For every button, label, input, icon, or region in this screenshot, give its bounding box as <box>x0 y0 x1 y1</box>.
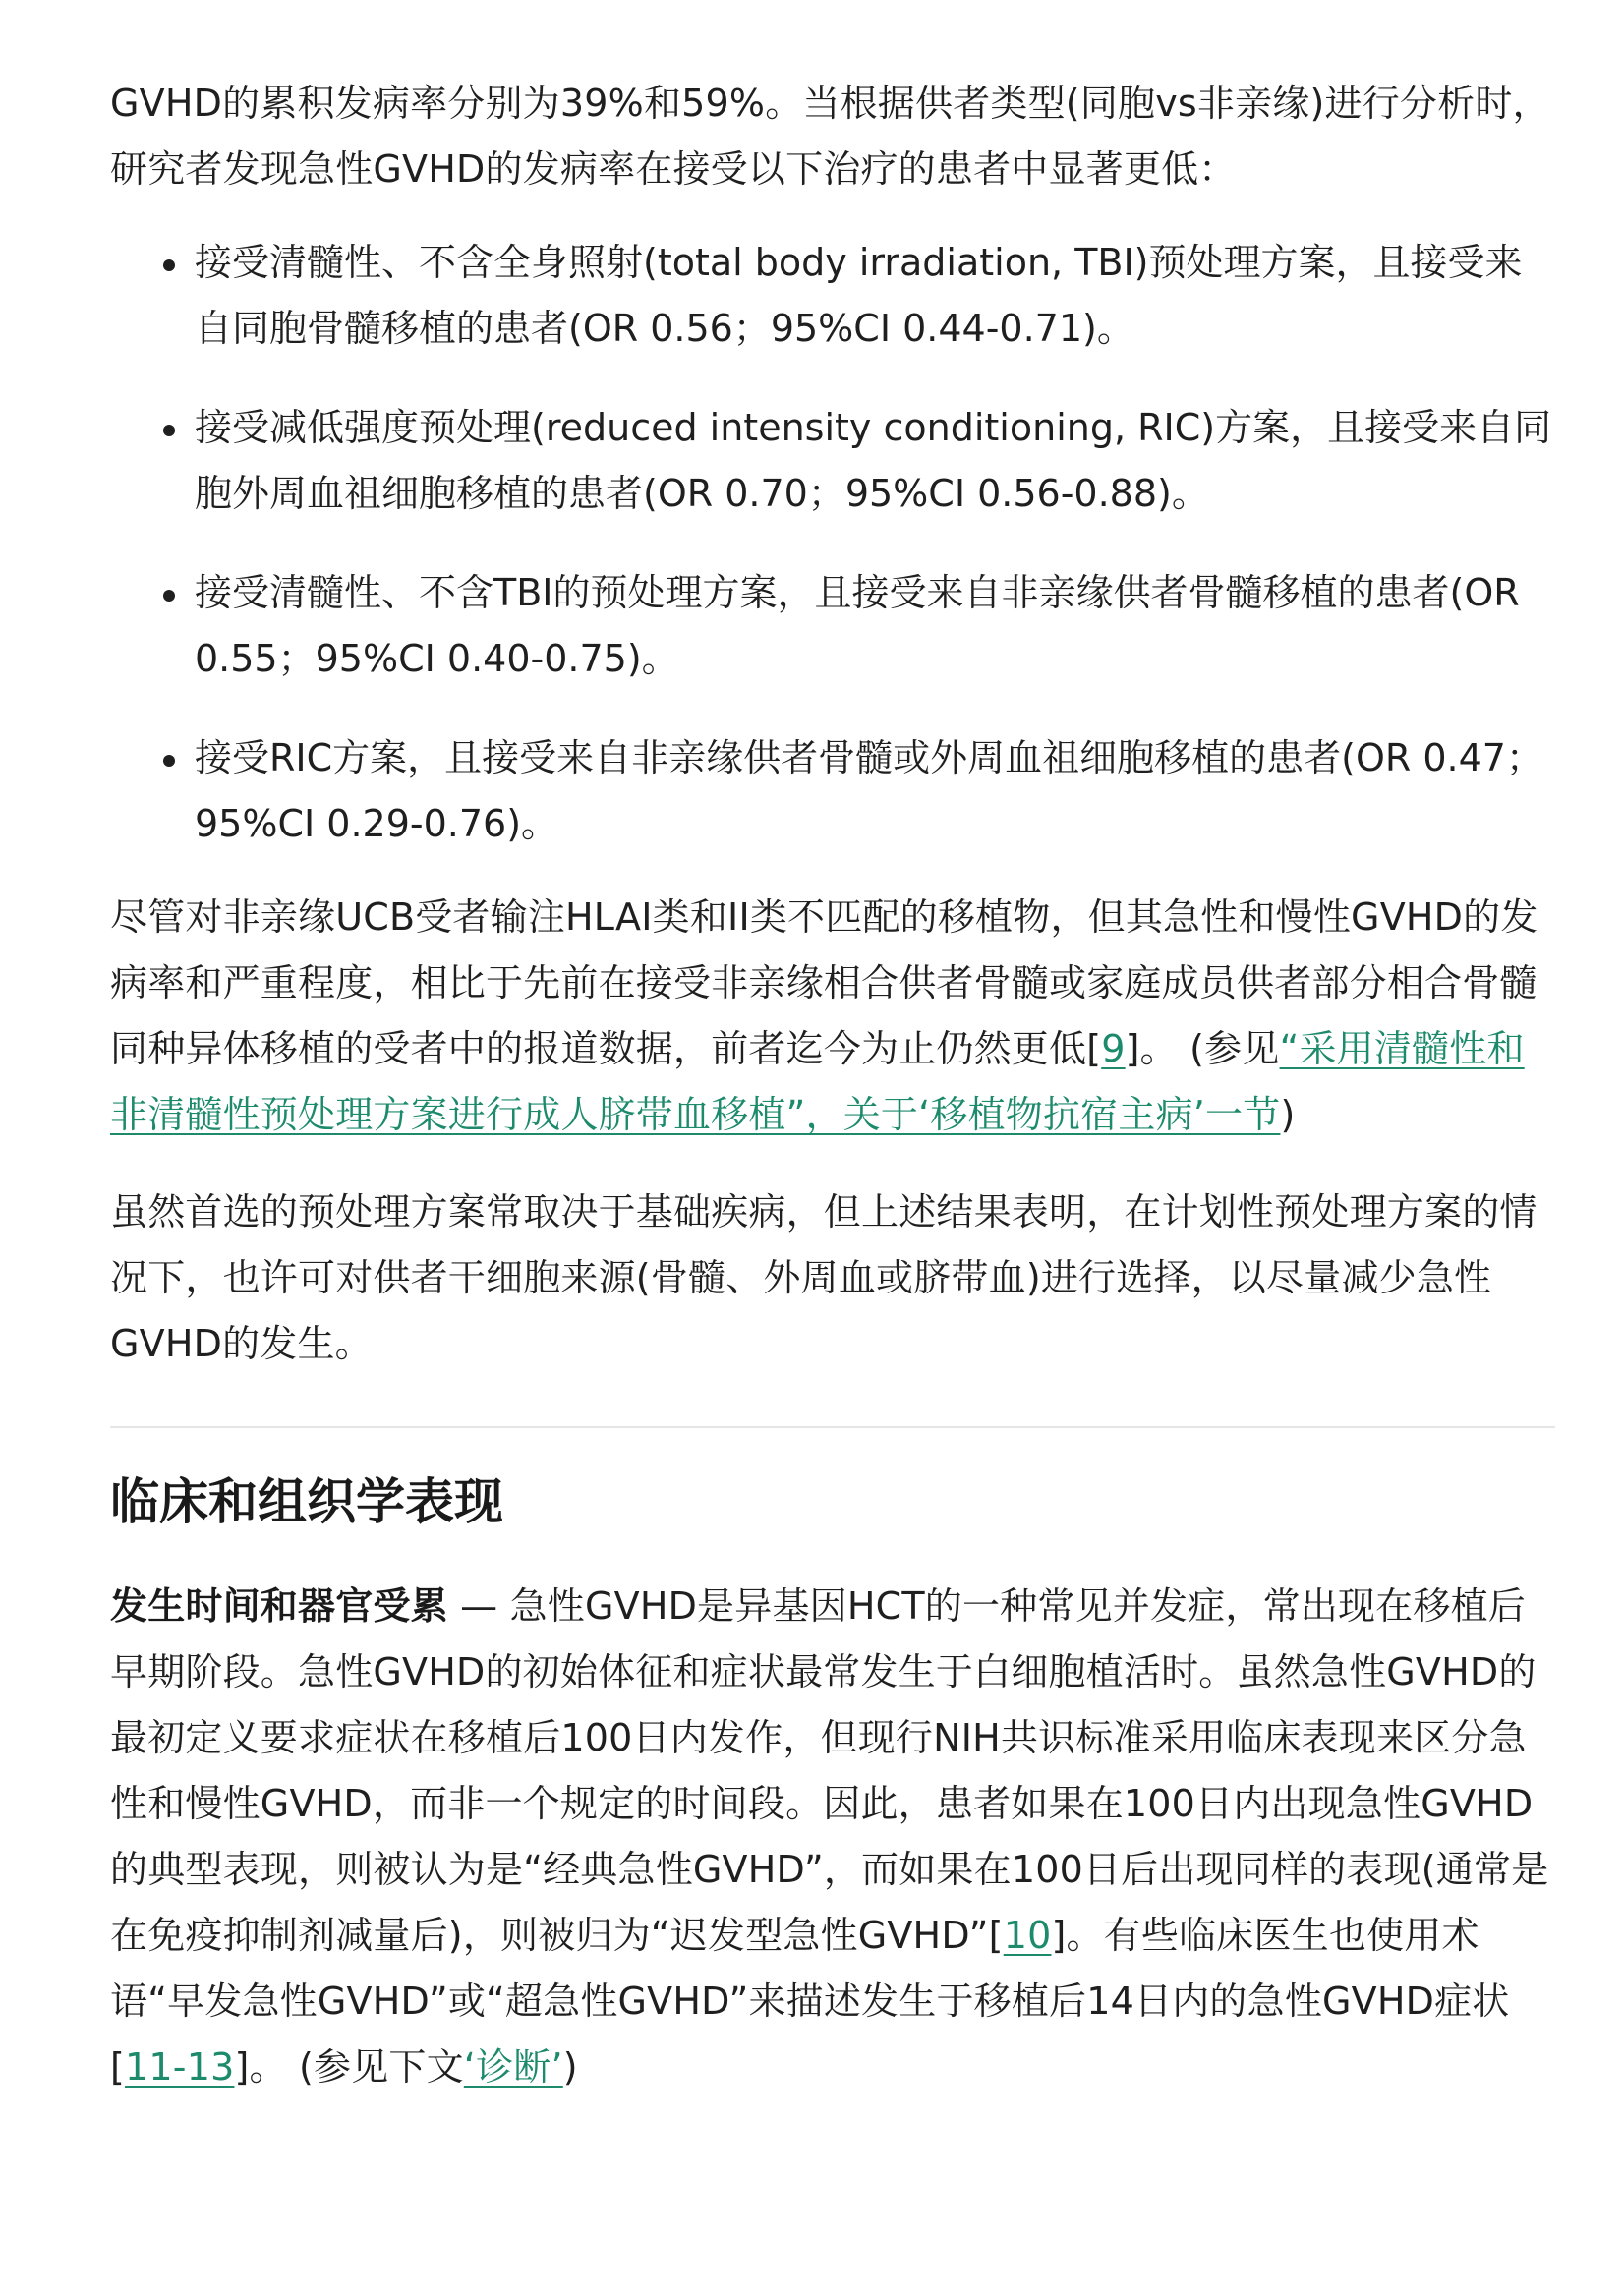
list-item <box>110 230 1555 362</box>
conditioning-paragraph: 虽然首选的预处理方案常取决于基础疾病，但上述结果表明，在计划性预处理方案的情况下，也许可对供者干细胞来源(骨髓、外周血或脐带血)进行选择，以尽量减少急性GVHD的发生。 <box>110 1190 1537 1365</box>
diagnosis-link[interactable]: ‘诊断’ <box>463 2045 563 2089</box>
list-item <box>110 395 1555 527</box>
reference-link-10[interactable]: 10 <box>1003 1914 1052 1957</box>
list-item <box>110 725 1555 857</box>
reference-link-11-13[interactable]: 11-13 <box>125 2045 235 2089</box>
section-divider <box>110 1426 1555 1428</box>
bullet-icon <box>163 425 175 436</box>
paragraph-text: 急性GVHD是异基因HCT的一种常见并发症，常出现在移植后早期阶段。急性GVHD的初始体征和症状最常发生于白细胞植活时。虽然急性GVHD的最初定义要求症状在移植后100日内发作，但现行NIH共识标准采用临床表现来区分急性和慢性GVHD，而非一个规定的时间段。因此，患者如果在100日内出现急性GVHD的典型表现，则被认为是“经典急性GVHD”，而如果在100日后出现同样的表现(通常是在免疫抑制剂减量后)，则被归为“迟发型急性GVHD”[ <box>110 1584 1549 1957</box>
section-heading: 临床和组织学表现 <box>110 1473 503 1530</box>
bullet-icon <box>163 755 175 767</box>
intro-paragraph: GVHD的累积发病率分别为39%和59%。当根据供者类型(同胞vs非亲缘)进行分析时，研究者发现急性GVHD的发病率在接受以下治疗的患者中显著更低： <box>110 82 1550 191</box>
paragraph-text: ]。 (参见 <box>1125 1027 1280 1070</box>
list-item-text: 接受清髓性、不含全身照射(total body irradiation, TBI)预处理方案，且接受来自同胞骨髓移植的患者(OR 0.56；95%CI 0.44-0.71)。 <box>195 241 1523 350</box>
paragraph-text: ) <box>562 2045 578 2089</box>
em-dash: — <box>447 1584 510 1628</box>
cross-reference-link[interactable]: “采用清髓性和非清髓性预处理方案进行成人脐带血移植”，关于‘移植物抗宿主病’一节 <box>110 1027 1525 1136</box>
article-body <box>110 71 1555 2100</box>
paragraph-text: ) <box>1280 1093 1296 1136</box>
bullet-icon <box>163 259 175 271</box>
paragraph-text: ]。 (参见下文 <box>234 2045 464 2089</box>
paragraph-text: ]。有些临床医生也使用术语“早发急性GVHD”或“超急性GVHD”来描述发生于移植后14日内的急性GVHD症状[ <box>110 1914 1510 2089</box>
reference-link-9[interactable]: 9 <box>1101 1027 1126 1070</box>
list-item-text: 接受清髓性、不含TBI的预处理方案，且接受来自非亲缘供者骨髓移植的患者(OR 0.55；95%CI 0.40-0.75)。 <box>195 571 1520 680</box>
ucb-paragraph <box>110 885 1555 1148</box>
list-item <box>110 560 1555 692</box>
paragraph-text: 尽管对非亲缘UCB受者输注HLAI类和II类不匹配的移植物，但其急性和慢性GVHD的发病率和严重程度，相比于先前在接受非亲缘相合供者骨髓或家庭成员供者部分相合骨髓同种异体移植的受者中的报道数据，前者迄今为止仍然更低[ <box>110 895 1538 1070</box>
results-list <box>110 230 1555 857</box>
list-item-text: 接受RIC方案，且接受来自非亲缘供者骨髓或外周血祖细胞移植的患者(OR 0.47；95%CI 0.29-0.76)。 <box>195 736 1543 845</box>
paragraph-lead: 发生时间和器官受累 <box>110 1584 448 1628</box>
bullet-icon <box>163 590 175 602</box>
onset-paragraph <box>110 1574 1555 2100</box>
list-item-text: 接受减低强度预处理(reduced intensity conditioning, RIC)方案，且接受来自同胞外周血祖细胞移植的患者(OR 0.70；95%CI 0.56-0.88)。 <box>195 406 1552 515</box>
